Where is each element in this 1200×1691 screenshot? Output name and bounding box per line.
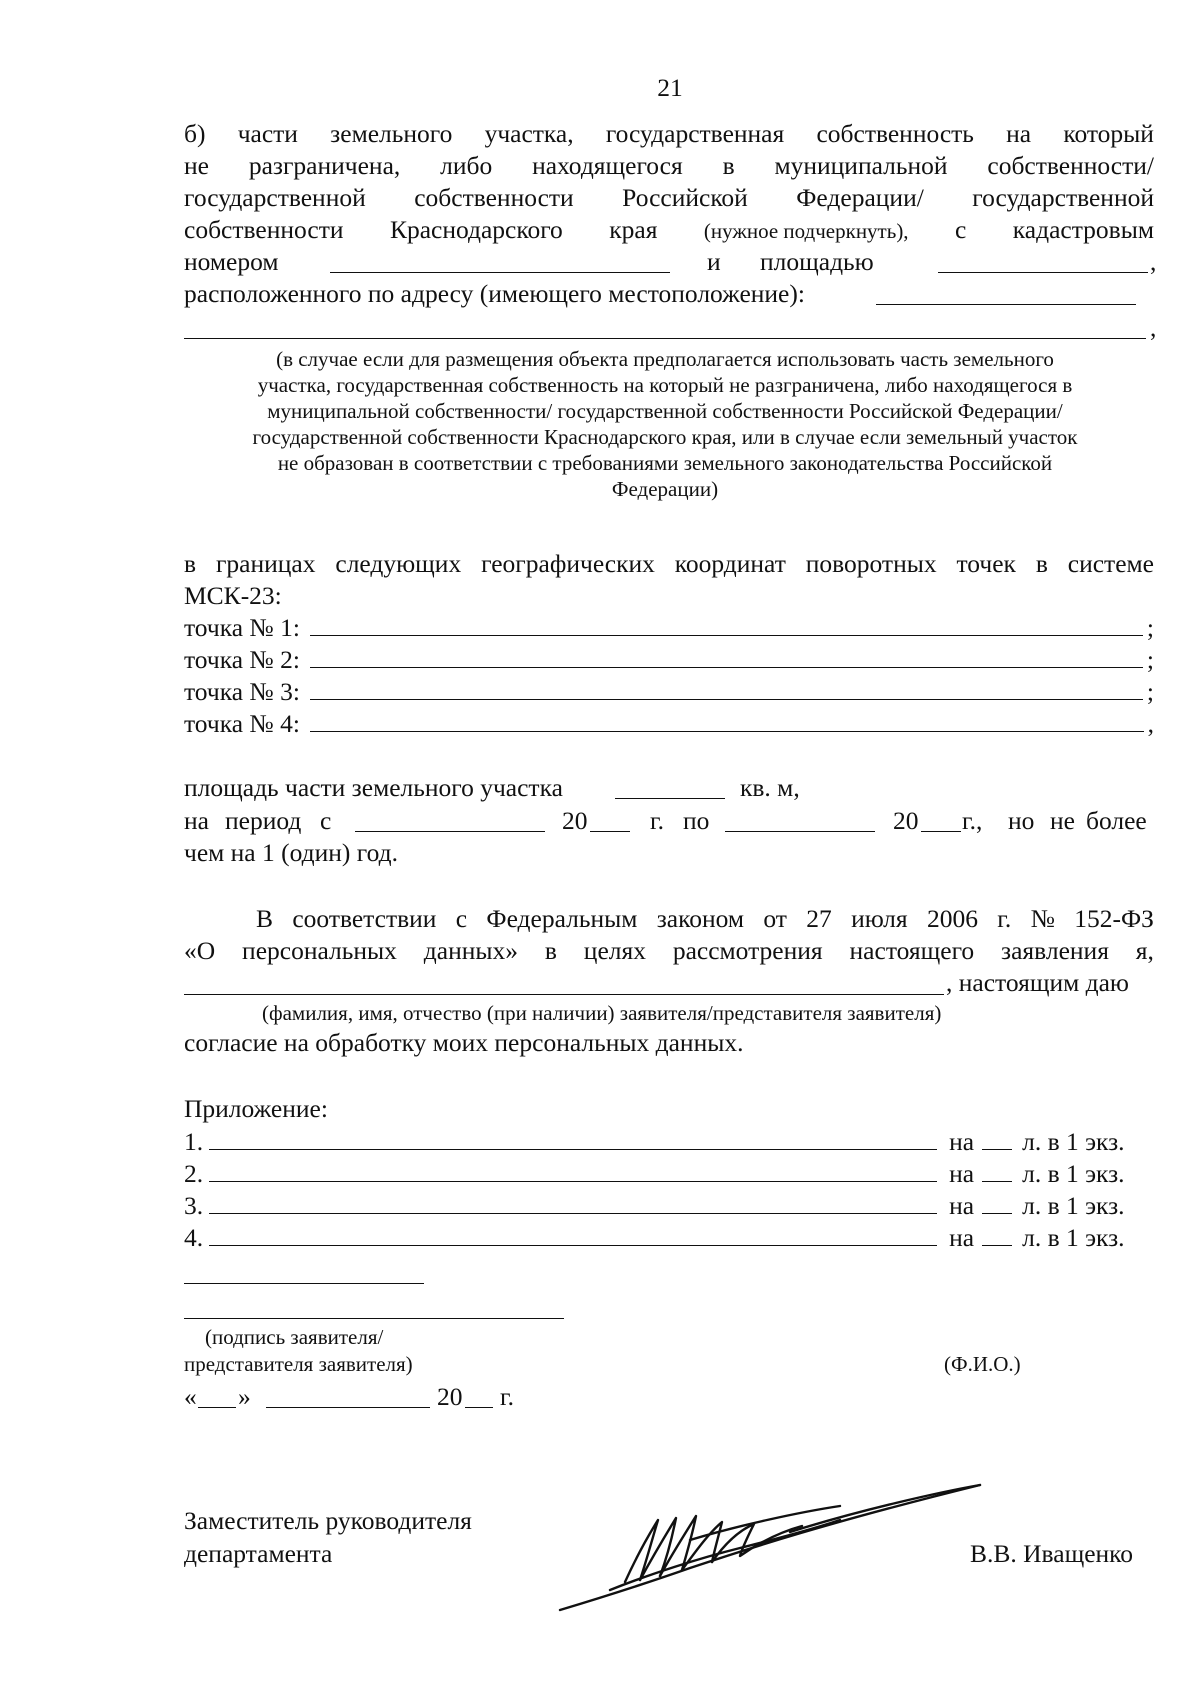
consent-line-2 xyxy=(184,935,1154,967)
attachment-on: на xyxy=(949,1191,975,1220)
address-field-1[interactable] xyxy=(876,304,1136,305)
word: поворотных xyxy=(805,549,937,578)
by-word: по xyxy=(683,806,710,835)
section-b-line-4 xyxy=(184,214,1154,246)
word: в xyxy=(544,936,557,965)
applicant-name-note: (фамилия, имя, отчество (при наличии) заявителя/представителя заявителя) xyxy=(262,1001,942,1025)
official-position-1: Заместитель руководителя xyxy=(184,1506,472,1535)
area-field[interactable] xyxy=(938,272,1148,273)
word: государственной xyxy=(972,183,1154,212)
word: персональных xyxy=(242,936,397,965)
word: г. xyxy=(997,904,1012,933)
period-word-2: период xyxy=(225,806,302,835)
year-suffix-1: г. xyxy=(650,806,664,835)
word: государственной xyxy=(184,183,366,212)
word: я, xyxy=(1135,936,1154,965)
point-3-field[interactable] xyxy=(310,675,1143,700)
note-line: муниципальной собственности/ государственной собственности Российской Федерации/ xyxy=(267,399,1063,423)
comma: , xyxy=(1150,247,1157,276)
coords-line-1 xyxy=(184,548,1154,580)
point-2-field[interactable] xyxy=(310,643,1143,668)
date-month-field[interactable] xyxy=(266,1407,430,1408)
attachment-suffix: л. в 1 экз. xyxy=(1022,1127,1125,1156)
word: на xyxy=(1006,119,1032,148)
date-year-suffix: г. xyxy=(500,1382,514,1411)
period-word-1: на xyxy=(184,806,209,835)
word: собственности xyxy=(414,183,574,212)
attachment-on: на xyxy=(949,1159,975,1188)
word: который xyxy=(1063,119,1154,148)
word: 27 xyxy=(806,904,832,933)
coords-system: МСК-23: xyxy=(184,581,282,610)
point-4-field[interactable] xyxy=(310,707,1144,732)
coord-point-row xyxy=(184,675,1154,707)
attachment-suffix: л. в 1 экз. xyxy=(1022,1223,1125,1252)
point-end: , xyxy=(1147,709,1154,738)
attachment-suffix: л. в 1 экз. xyxy=(1022,1191,1125,1220)
point-end: ; xyxy=(1146,677,1154,706)
date-day-field[interactable] xyxy=(198,1407,236,1408)
address-label: расположенного по адресу (имеющего местоположение): xyxy=(184,279,805,308)
year-prefix-2: 20 xyxy=(893,806,919,835)
word: части xyxy=(237,119,298,148)
applicant-name-field[interactable] xyxy=(184,994,944,995)
signature-caption-2: представителя заявителя) xyxy=(184,1352,413,1376)
note-line: участка, государственная собственность на который не разграничена, либо находящегося в xyxy=(257,373,1073,397)
point-label: точка № 3: xyxy=(184,677,300,706)
applicant-signature-field[interactable] xyxy=(184,1318,564,1319)
attachment-row xyxy=(184,1157,1154,1189)
attachment-suffix: л. в 1 экз. xyxy=(1022,1159,1125,1188)
address-field-2[interactable] xyxy=(184,338,1146,339)
line4-word-5: кадастровым xyxy=(1012,215,1154,244)
word: Федерации/ xyxy=(796,183,924,212)
word: географических xyxy=(481,549,655,578)
part-area-field[interactable] xyxy=(615,798,725,799)
word: находящегося xyxy=(532,151,683,180)
word: с xyxy=(455,904,468,933)
fio-caption: (Ф.И.О.) xyxy=(944,1352,1021,1376)
attachment-2-sheets-field[interactable] xyxy=(982,1157,1012,1182)
word: 152-ФЗ xyxy=(1074,904,1154,933)
attachment-2-field[interactable] xyxy=(209,1157,937,1182)
word: следующих xyxy=(335,549,462,578)
comma: , xyxy=(1150,313,1157,342)
attachment-num: 1. xyxy=(184,1127,204,1156)
period-word-3: с xyxy=(320,806,332,835)
word: настоящего xyxy=(849,936,975,965)
word: б) xyxy=(184,119,206,148)
attachment-on: на xyxy=(949,1127,975,1156)
word: 2006 xyxy=(926,904,978,933)
word: в xyxy=(722,151,735,180)
word: собственности/ xyxy=(987,151,1154,180)
word: Федеральным xyxy=(486,904,638,933)
attachment-row xyxy=(184,1221,1154,1253)
part-area-label: площадь части земельного участка xyxy=(184,773,563,802)
page-number: 21 xyxy=(657,73,683,102)
period-limit-line: чем на 1 (один) год. xyxy=(184,838,398,867)
period-start-field[interactable] xyxy=(355,831,545,832)
period-end-field[interactable] xyxy=(725,831,875,832)
word: не xyxy=(184,151,209,180)
word: собственность xyxy=(816,119,974,148)
point-1-field[interactable] xyxy=(310,611,1143,636)
point-label: точка № 2: xyxy=(184,645,300,674)
line4-word-2: Краснодарского xyxy=(389,215,563,244)
area-label: площадью xyxy=(760,247,874,276)
word: законом xyxy=(656,904,745,933)
coord-point-row xyxy=(184,611,1154,643)
year-prefix-1: 20 xyxy=(562,806,588,835)
attachment-3-sheets-field[interactable] xyxy=(982,1189,1012,1214)
point-label: точка № 4: xyxy=(184,709,300,738)
attachment-on: на xyxy=(949,1223,975,1252)
line4-word-3: края xyxy=(609,215,658,244)
consent-line-1 xyxy=(256,903,1154,935)
period-end-year-field[interactable] xyxy=(921,831,961,832)
word: разграничена, xyxy=(248,151,401,180)
word: соответствии xyxy=(292,904,437,933)
coord-point-row xyxy=(184,707,1154,739)
word: данных» xyxy=(423,936,518,965)
line4-word-1: собственности xyxy=(184,215,344,244)
signature-caption-1: (подпись заявителя/ xyxy=(205,1325,384,1349)
word: в xyxy=(184,549,197,578)
note-line: Федерации) xyxy=(611,477,719,501)
date-open-quote: « xyxy=(184,1382,197,1411)
handwritten-signature xyxy=(540,1470,1010,1620)
attachment-num: 4. xyxy=(184,1223,204,1252)
consent-line-4: согласие на обработку моих персональных данных. xyxy=(184,1028,744,1057)
word: заявления xyxy=(1001,936,1109,965)
section-b-line-1 xyxy=(184,118,1154,150)
limit-word-1: но xyxy=(1008,806,1035,835)
attachment-1-sheets-field[interactable] xyxy=(982,1125,1012,1150)
attachment-row xyxy=(184,1125,1154,1157)
word: № xyxy=(1030,904,1055,933)
area-unit: кв. м, xyxy=(740,773,800,802)
underline-hint: (нужное подчеркнуть), xyxy=(703,219,909,243)
attachment-1-field[interactable] xyxy=(209,1125,937,1150)
word: от xyxy=(763,904,787,933)
section-b-line-2 xyxy=(184,150,1154,182)
section-b-line-3 xyxy=(184,182,1154,214)
section-b-note xyxy=(170,346,1160,502)
note-line: не образован в соответствии с требованиями земельного законодательства Российской xyxy=(277,451,1053,475)
coord-point-row xyxy=(184,643,1154,675)
word: государственная xyxy=(605,119,785,148)
official-position-2: департамента xyxy=(184,1539,333,1568)
word: рассмотрения xyxy=(672,936,823,965)
word: точек xyxy=(956,549,1016,578)
attachment-num: 3. xyxy=(184,1191,204,1220)
word: целях xyxy=(583,936,646,965)
note-line: государственной собственности Краснодарского края, или в случае если земельный участок xyxy=(252,425,1078,449)
date-year-prefix: 20 xyxy=(437,1382,463,1411)
year-suffix-2: г., xyxy=(962,806,983,835)
attachment-3-field[interactable] xyxy=(209,1189,937,1214)
note-line: (в случае если для размещения объекта предполагается использовать часть земельного xyxy=(276,347,1054,371)
word: в xyxy=(1035,549,1048,578)
word: системе xyxy=(1067,549,1154,578)
line4-word-4: с xyxy=(955,215,967,244)
attachment-4-field[interactable] xyxy=(209,1221,937,1246)
attachment-num: 2. xyxy=(184,1159,204,1188)
word: «О xyxy=(184,936,216,965)
word: земельного xyxy=(330,119,453,148)
word: границах xyxy=(215,549,316,578)
attachment-4-sheets-field[interactable] xyxy=(982,1221,1012,1246)
date-close-quote: » xyxy=(238,1382,251,1411)
signature-separator xyxy=(184,1283,424,1284)
cadastral-number-field[interactable] xyxy=(330,272,670,273)
word: Российской xyxy=(622,183,748,212)
word: координат xyxy=(674,549,786,578)
date-year-field[interactable] xyxy=(465,1407,493,1408)
point-label: точка № 1: xyxy=(184,613,300,642)
word: В xyxy=(256,904,274,933)
limit-word-3: более xyxy=(1086,806,1147,835)
cadastral-label: номером xyxy=(184,247,279,276)
consent-line-3-end: , настоящим даю xyxy=(946,968,1129,997)
attachments-heading: Приложение: xyxy=(184,1094,328,1123)
limit-word-2: не xyxy=(1050,806,1075,835)
official-name: В.В. Иващенко xyxy=(970,1539,1134,1568)
word: июля xyxy=(851,904,908,933)
period-start-year-field[interactable] xyxy=(590,831,630,832)
point-end: ; xyxy=(1146,613,1154,642)
word: либо xyxy=(440,151,493,180)
word: участка, xyxy=(484,119,574,148)
attachment-row xyxy=(184,1189,1154,1221)
point-end: ; xyxy=(1146,645,1154,674)
word: муниципальной xyxy=(774,151,948,180)
and-word: и xyxy=(707,247,721,276)
